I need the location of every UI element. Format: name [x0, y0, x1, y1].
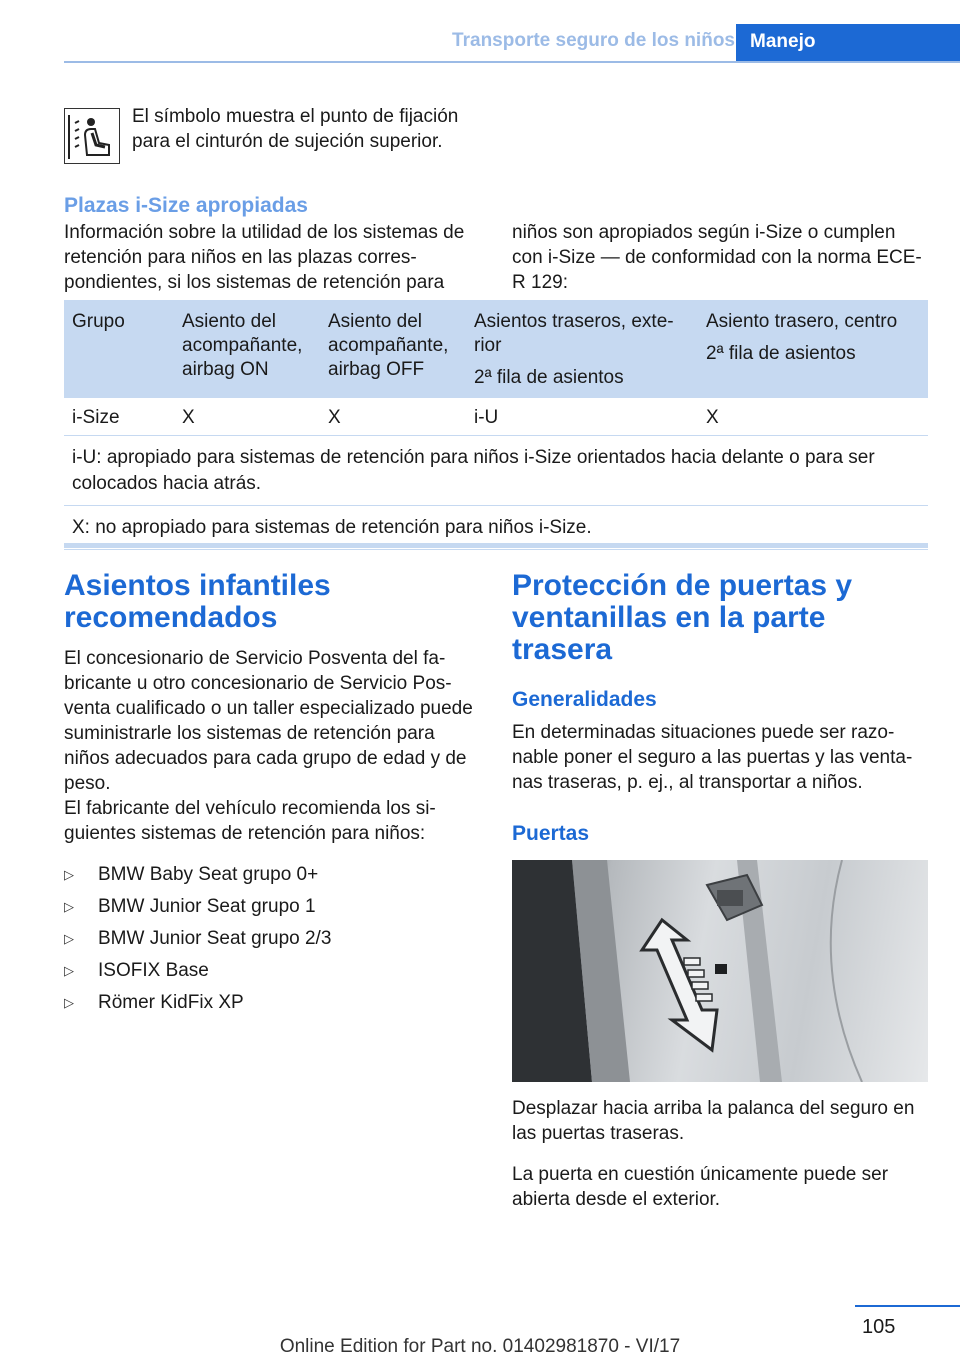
- table-header-cell: [182, 310, 312, 382]
- table-header-cell: [328, 310, 460, 382]
- triangle-bullet-icon: ▷: [64, 963, 74, 978]
- proteccion-heading: Protección de puertas y ventanillas en la parte trasera: [512, 569, 853, 666]
- table-header-cell: [706, 310, 926, 366]
- generalidades-paragraph: En determinadas situaciones puede ser razonable poner el seguro a las puertas y las ventanas traseras, p. ej., al transportar a niños.: [512, 722, 913, 793]
- generalidades-heading: Generalidades: [512, 688, 657, 711]
- puertas-paragraph-1: Desplazar hacia arriba la palanca del seguro en las puertas traseras.: [512, 1098, 915, 1144]
- plazas-intro-left: Información sobre la utilidad de los sistemas de retención para niños en las plazas correspondientes, si los sistemas de retención para: [64, 222, 465, 293]
- child-seat-tether-icon: [64, 108, 120, 164]
- header-main: Asientos traseros, exterior: [474, 311, 674, 356]
- section-divider: [64, 543, 928, 548]
- table-cell: X: [706, 407, 719, 428]
- list-item: [64, 894, 474, 926]
- footer-edition: Online Edition for Part no. 01402981870 - VI/17: [279, 1336, 681, 1357]
- list-item-label: BMW Junior Seat grupo 1: [98, 896, 316, 917]
- triangle-bullet-icon: ▷: [64, 899, 74, 914]
- symbol-description: El símbolo muestra el punto de fijación para el cinturón de sujeción superior.: [132, 106, 459, 152]
- header-sub: 2ª fila de asientos: [474, 367, 624, 388]
- table-header-cell: [72, 310, 172, 334]
- asientos-heading: Asientos infantiles recomendados: [64, 569, 331, 634]
- table-note: X: no apropiado para sistemas de retención para niños i-Size.: [64, 506, 928, 550]
- footer-rule: [855, 1305, 960, 1307]
- isize-table: [64, 300, 928, 550]
- plazas-intro-right: niños son apropiados según i-Size o cumplen con i-Size — de conformidad con la norma ECE-R 129:: [512, 222, 922, 293]
- page-number: 105: [862, 1316, 896, 1338]
- table-header-row: [64, 300, 928, 398]
- header-main: Asiento del acompañante, airbag ON: [182, 311, 303, 380]
- triangle-bullet-icon: ▷: [64, 995, 74, 1010]
- puertas-heading: Puertas: [512, 822, 590, 845]
- door-lock-photo: [512, 860, 928, 1082]
- list-item: [64, 862, 474, 894]
- table-row: [64, 398, 928, 436]
- list-item-label: ISOFIX Base: [98, 960, 209, 981]
- list-item-label: BMW Junior Seat grupo 2/3: [98, 928, 332, 949]
- list-item: [64, 958, 474, 990]
- header-main: Asiento trasero, centro: [706, 311, 898, 332]
- table-cell: i-U: [474, 407, 499, 428]
- puertas-paragraph-2: La puerta en cuestión únicamente puede ser abierta desde el exterior.: [512, 1164, 889, 1210]
- table-header-cell: [474, 310, 694, 390]
- table-cell: i-Size: [72, 407, 120, 428]
- triangle-bullet-icon: ▷: [64, 867, 74, 882]
- plazas-heading: Plazas i-Size apropiadas: [64, 194, 308, 217]
- list-item: [64, 990, 474, 1022]
- table-note: i-U: apropiado para sistemas de retención para niños i-Size orientados hacia delante o para ser colocados hacia atrás.: [64, 436, 928, 506]
- header-tab: Manejo: [736, 24, 960, 62]
- table-cell: X: [182, 407, 195, 428]
- triangle-bullet-icon: ▷: [64, 931, 74, 946]
- header-section-title: Transporte seguro de los niños: [452, 30, 735, 51]
- recommended-seats-list: [64, 862, 474, 1022]
- header-main: Grupo: [72, 311, 125, 332]
- list-item-label: Römer KidFix XP: [98, 992, 244, 1013]
- list-item-label: BMW Baby Seat grupo 0+: [98, 864, 319, 885]
- asientos-paragraph-2: El fabricante del vehículo recomienda los siguientes sistemas de retención para niños:: [64, 798, 436, 844]
- list-item: [64, 926, 474, 958]
- header-main: Asiento del acompañante, airbag OFF: [328, 311, 449, 380]
- header-rule: [64, 61, 960, 63]
- header-sub: 2ª fila de asientos: [706, 343, 856, 364]
- asientos-paragraph-1: El concesionario de Servicio Posventa del fabricante u otro concesionario de Servicio Posventa cualificado o un taller especializado puede suministrarle los sistemas de retención para niños adecuados para cada grupo de edad y de peso.: [64, 648, 473, 794]
- table-cell: X: [328, 407, 341, 428]
